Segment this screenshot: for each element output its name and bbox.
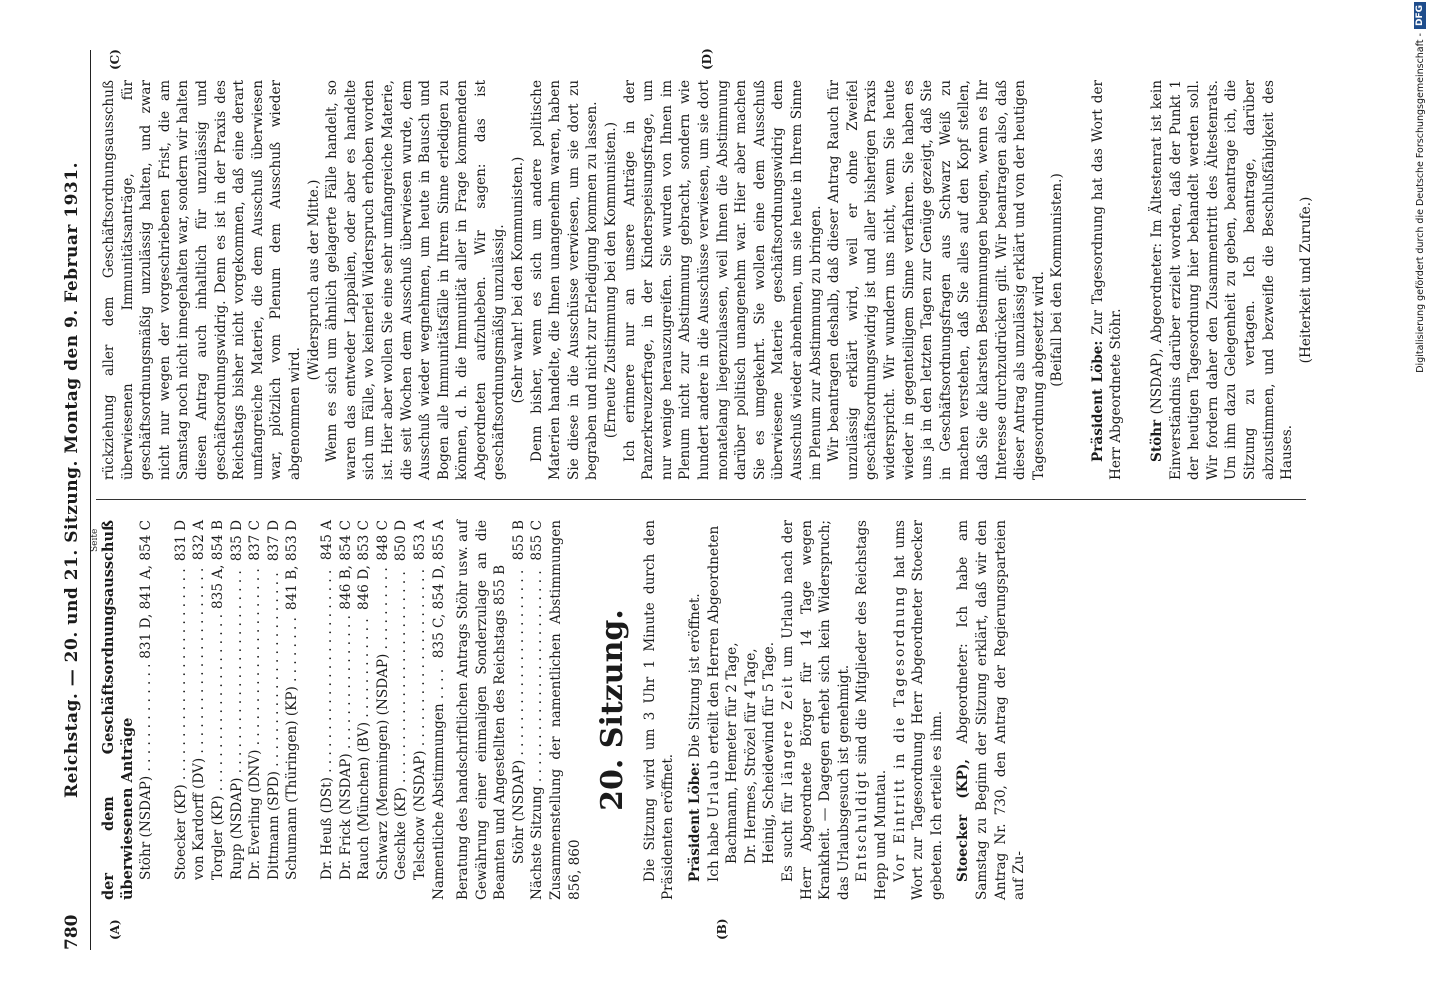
interjection: (Widerspruch aus der Mitte.) <box>305 179 322 381</box>
toc-zusammenstellung: Zusammenstellung der namentlichen Abstimmungen 856, 860 <box>548 520 583 900</box>
toc-row: Telschow (NSDAP) . . . 853 A <box>411 520 430 900</box>
urlaub-list-item: Bachmann, Hemeter für 2 Tage, <box>724 642 741 864</box>
left-column <box>90 520 1029 900</box>
interjection: (Heiterkeit und Zurufe.) <box>1297 196 1314 364</box>
paragraph: Denn bisher, wenn es sich um andere politische Materien handelte, die Ihnen unangenehm waren, haben Sie diese in die Ausschüsse verwiesen, um sie dort zu begraben und nicht zur Erledigung kommen zu lassen. <box>528 80 601 480</box>
right-column <box>100 80 1315 480</box>
paragraph: Ich habe Urlaub erteilt den Herren Abgeordneten <box>705 525 722 882</box>
toc-row: Nächste Sitzung . . . 855 C <box>528 520 547 900</box>
toc-row: Namentliche Abstimmungen . . . 835 C, 854 D, 855 A <box>430 520 449 900</box>
interjection: (Erneute Zustimmung bei den Kommunisten.) <box>603 121 620 439</box>
toc-row: Stöhr (NSDAP) . . . 831 D, 841 A, 854 C <box>137 520 156 900</box>
toc-row: Schumann (Thüringen) (KP) . . . 841 B, 853 D <box>283 520 302 900</box>
dfg-logo: DFG <box>1414 2 1426 29</box>
seite-label: Seite <box>90 528 100 552</box>
paragraph: Entschuldigt sind die Mitglieder des Reichstags Hepp und Muntau. <box>854 520 889 900</box>
paragraph: Ich erinnere nur an unsere Anträge in der Panzerkreuzerfrage, in der Kinderspeisungsfrage, um nur wenige herauszugreifen. Sie wurden von Ihnen im Plenum nicht zur Abstimmung gebracht, sondern wie hundert andere in die Ausschüsse verwiesen, um sie dort monatelang liegenzulassen, weil Ihnen die Abstimmung darüber politisch unangenehm war. Hier aber machen Sie es umgekehrt. Sie wollen eine dem Ausschuß überwiesene Materie geschäftsordnungswidrig dem Ausschuß wieder abnehmen, um sie heute in Ihrem Sinne im Plenum zur Abstimmung zu bringen. <box>621 80 824 480</box>
toc-row: Torgler (KP) . . . 835 A, 854 B <box>209 520 228 900</box>
toc-row: von Kardorff (DV) . . . 832 A <box>190 520 209 900</box>
column-divider <box>96 499 1306 500</box>
toc-row: Stöhr (NSDAP) . . . 855 B <box>510 520 529 900</box>
paragraph: Stöhr (NSDAP), Abgeordneter: Im Ältestenrat ist kein Einverständnis darüber erzielt worden, daß der Punkt 1 der heutigen Tagesordnung hier behandelt werden soll. Wir fordern daher den Zusammentritt des Ältestenrats. Um ihm dazu Gelegenheit zu geben, beantrage ich, die Sitzung zu vertagen. Ich beantrage, darüber abzustimmen, und bezweifle die Beschlußfähigkeit des Hauses. <box>1149 80 1296 480</box>
paragraph: Präsident Löbe: Zur Tagesordnung hat das Wort der Herr Abgeordnete Stöhr. <box>1089 80 1125 480</box>
dfg-credit <box>1398 2 1434 632</box>
interjection: (Sehr wahr! bei den Kommunisten.) <box>510 156 527 404</box>
paragraph: Vor Eintritt in die Tagesordnung hat ums Wort zur Tagesordnung Herr Abgeordneter Stoecker gebeten. Ich erteile es ihm. <box>891 520 945 900</box>
toc-row: Rupp (NSDAP) . . . 835 D <box>228 520 247 900</box>
page-header <box>60 50 91 950</box>
rotated-page <box>60 50 1360 950</box>
toc-row: Dr. Everling (DNV) . . . 837 C <box>246 520 265 900</box>
margin-marker-d: (D) <box>700 48 714 70</box>
toc-row: Rauch (München) (BV) . . . 846 D, 853 C <box>355 520 374 900</box>
paragraph: Stoecker (KP), Abgeordneter: Ich habe am Samstag zu Beginn der Sitzung erklärt, daß wir den Antrag Nr. 730, den Antrag der Regierungsparteien auf Zu- <box>955 520 1028 900</box>
paragraph: Wir beantragen deshalb, daß dieser Antrag Rauch für unzulässig erklärt wird, weil er ohne Zweifel geschäftsordnungswidrig ist und aller bisherigen Praxis widerspricht. Wir wundern uns nicht, wenn Sie heute wieder in gegenteiligem Sinne verfahren. Sie haben es uns ja in den letzten Tagen zur Genüge gezeigt, daß Sie in Geschäftsordnungsfragen aus Schwarz Weiß zu machen verstehen, daß Sie alles auf den Kopf stellen, daß Sie die klarsten Bestimmungen beugen, wenn es Ihr Interesse durchzudrücken gilt. Wir beantragen also, daß dieser Antrag als unzulässig erklärt und von der heutigen Tagesordnung abgesetzt wird. <box>826 80 1047 480</box>
toc-beratung: Beratung des handschriftlichen Antrags Stöhr usw. auf Gewährung einer einmaligen Sonderzulage an die Beamten und Angestellten des Reichstags 855 B <box>455 520 509 900</box>
margin-marker-b: (B) <box>715 918 729 940</box>
session-opening: Die Sitzung wird um 3 Uhr 1 Minute durch den Präsidenten eröffnet. <box>641 520 677 900</box>
toc-row: Schwarz (Memmingen) (NSDAP) . . . 848 C <box>374 520 393 900</box>
paragraph: rückziehung aller dem Geschäftsordnungsausschuß überwiesenen Immunitätsanträge, für geschäftsordnungsmäßig unzulässig halten, und zwar nicht nur wegen der vorgeschriebenen Frist, die am Samstag noch nicht innegehalten war, sondern wir halten diesen Antrag auch inhaltlich für unzulässig und geschäftsordnungswidrig. Denn es ist in der Praxis des Reichstags bisher nicht vorgekommen, daß eine derart umfangreiche Materie, die dem Ausschuß überwiesen war, plötzlich vom Plenum dem Ausschuß wieder abgenommen wird. <box>101 80 303 480</box>
urlaub-list-item: Heinig, Scheidewind für 5 Tage. <box>761 641 778 864</box>
margin-marker-c: (C) <box>108 49 122 70</box>
page-number: 780 <box>62 914 82 950</box>
paragraph: Es sucht für längere Zeit um Urlaub nach der Herr Abgeordnete Börger für 14 Tage wegen Krankheit. — Dagegen erhebt sich kein Widerspruch; das Urlaubsgesuch ist genehmigt. <box>780 520 852 900</box>
interjection: (Beifall bei den Kommunisten.) <box>1049 173 1066 387</box>
margin-marker-a: (A) <box>108 919 122 940</box>
toc-row: Dr. Heuß (DSt) . . . 845 A <box>318 520 337 900</box>
running-title: Reichstag. — 20. und 21. Sitzung. Montag den 9. Februar 1931. <box>62 162 82 799</box>
paragraph: Präsident Löbe: Die Sitzung ist eröffnet. <box>687 593 704 882</box>
dfg-credit-text: Digitalisierung gefördert durch die Deutsche Forschungsgemeinschaft - <box>1414 33 1426 373</box>
toc-row: Geschke (KP) . . . 850 D <box>392 520 411 900</box>
toc-row: Dittmann (SPD) . . . 837 D <box>265 520 284 900</box>
urlaub-list-item: Dr. Hermes, Strözel für 4 Tage, <box>742 648 759 864</box>
toc-row: Dr. Frick (NSDAP) . . . 846 B, 854 C <box>337 520 356 900</box>
paragraph: Wenn es sich um ähnlich gelagerte Fälle handelt, so waren das entweder Lappalien, oder aber es handelte sich um Fälle, wo keinerlei Widerspruch erhoben worden ist. Hier aber wollen Sie eine sehr umfangreiche Materie, die seit Wochen dem Ausschuß überwiesen wurde, dem Ausschuß wieder wegnehmen, um heute in Bausch und Bogen alle Immunitätsfälle in Ihrem Sinne erledigen zu können, d. h. die Immunität aller in Frage kommenden Abgeordneten aufzuheben. Wir sagen: das ist geschäftsordnungsmäßig unzulässig. <box>324 80 508 480</box>
toc-heading: der dem Geschäftsordnungsausschuß überwiesenen Anträge <box>100 520 136 900</box>
toc-row: Stoecker (KP) . . . 831 D <box>172 520 191 900</box>
session-title: 20. Sitzung. <box>595 609 631 811</box>
